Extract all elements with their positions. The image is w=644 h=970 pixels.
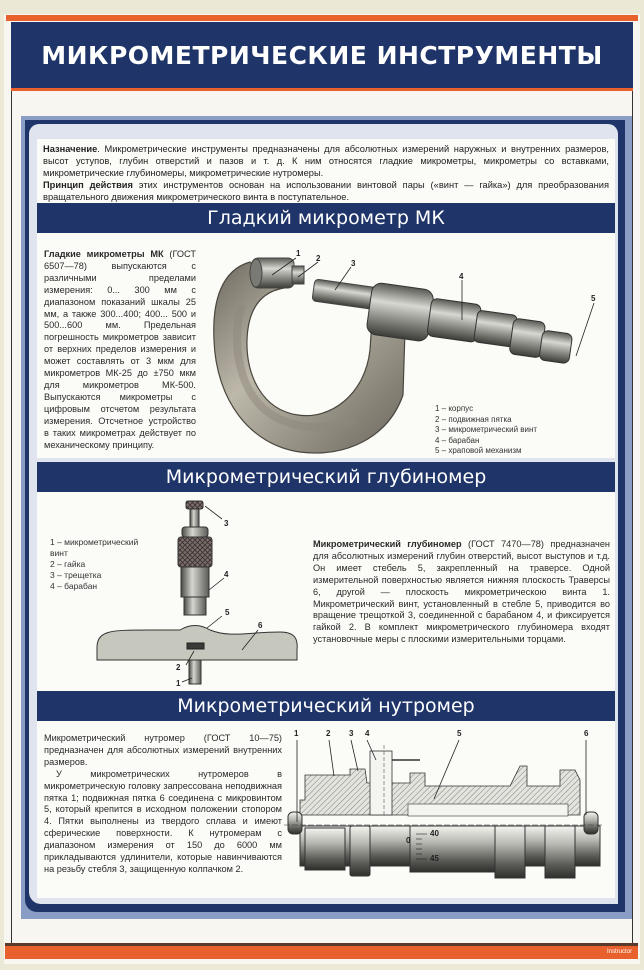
legend-item: 4 – барабан <box>435 435 480 445</box>
micrometer-term: Гладкие микрометры МК <box>44 249 164 259</box>
stopper <box>370 751 392 815</box>
legend-item: 2 – гайка <box>50 559 86 569</box>
section-title: Микрометрический глубиномер <box>165 466 487 488</box>
depth-gauge-term: Микрометрический глубиномер <box>313 539 462 549</box>
legend-item: 5 – храповой механизм <box>435 446 522 455</box>
depth-callout-5: 5 <box>225 608 230 617</box>
legend-item: 4 – барабан <box>50 581 98 591</box>
depth-callout-6: 6 <box>258 621 263 630</box>
inside-callout-5: 5 <box>457 729 462 738</box>
publisher-logo: Instructor <box>606 949 632 955</box>
micrometer-callout-5: 5 <box>591 294 596 303</box>
fixed-heel <box>288 812 302 834</box>
inside-callout-6: 6 <box>584 729 589 738</box>
section-title: Микрометрический нутромер <box>177 695 475 717</box>
thimble <box>410 826 500 872</box>
legend-item: 1 – микрометрический <box>50 537 139 547</box>
inside-callout-4: 4 <box>365 729 370 738</box>
inside-micrometer-text-p2: У микрометрических нутромеров в микрометрическую головку запрессована неподвижная пятка 1; подвижная пятка 6 соединена с микровинтом 5, который крепится в исходном положении стопором 4. Пятки выполнены из твердого сплава и имеют сферические поверхности. К нутромерам с диапазоном измерения от 150 до 6000 мм прикладываются удлинители, которые навинчиваются на резьбу стебля 3, защищенную колпачком 2. <box>44 768 282 874</box>
purpose-text: . Микрометрические инструменты предназначены для абсолютных измерений наружных и внутренних размеров, высот уступов, глубин отверстий и пазов и т. д. К ним относятся гладкие микрометры, микрометры со вставками, микрометрические глубиномеры, микрометрические нутромеры. <box>43 144 609 178</box>
depth-callout-2: 2 <box>176 663 181 672</box>
inside-micrometer-text-p1: Микрометрический нутромер (ГОСТ 10—75) предназначен для абсолютных измерений внутренних размеров. <box>44 733 282 767</box>
micrometer-callout-3: 3 <box>351 259 356 268</box>
scale-mark-45: 45 <box>430 854 439 863</box>
legend-item: 2 – подвижная пятка <box>435 414 512 424</box>
scale-mark-40: 40 <box>430 829 439 838</box>
micrometer-callout-1: 1 <box>296 249 301 258</box>
depth-callout-4: 4 <box>224 570 229 579</box>
principle-text: этих инструментов основан на использовании винтовой пары («винт — гайка») для преобразования вращательного движения микрометрического винта в поступательное. <box>43 180 609 202</box>
micrometer-callout-2: 2 <box>316 254 321 263</box>
cap <box>305 828 345 870</box>
legend-item: 3 – трещетка <box>50 570 102 580</box>
depth-callout-3: 3 <box>224 519 229 528</box>
inside-callout-1: 1 <box>294 729 299 738</box>
bottom-orange-stripe <box>5 946 638 959</box>
micrometer-callout-4: 4 <box>459 272 464 281</box>
poster-title: МИКРОМЕТРИЧЕСКИЕ ИНСТРУМЕНТЫ <box>41 40 603 70</box>
scale-mark-0: 0 <box>406 836 411 845</box>
depth-gauge-text: (ГОСТ 7470—78) предназначен для абсолютных измерений глубин отверстий, высот выступов и т.д. Он имеет стебель 5, закрепленный на траверсе. Одной измерительной поверхностью является нижняя плоскость Траверсы 6, другой — плоскость микрометрическою винта 1. Микрометрический винт, установленный в стебле 5, приводится во вращение трещоткой 3, соединенной с барабаном 4, и фиксируется гайкой 2. В комплект микрометрического глубиномера входят установочные меры с плоскими измерительными торцами. <box>313 539 610 645</box>
inside-callout-3: 3 <box>349 729 354 738</box>
section-title: Гладкий микрометр МК <box>207 207 445 229</box>
purpose-label: Назначение <box>43 144 98 154</box>
depth-callout-1: 1 <box>176 679 181 688</box>
inside-callout-2: 2 <box>326 729 331 738</box>
principle-label: Принцип действия <box>43 180 133 190</box>
legend-item: 3 – микрометрический винт <box>435 425 538 434</box>
moving-heel <box>584 812 598 834</box>
legend-item: 1 – корпус <box>435 404 474 413</box>
micrometer-text: (ГОСТ 6507—78) выпускаются с различными пределами измерения: 0... 300 мм с диапазоном показаний шкалы 25 мм, а также 300...400; 400... 500 и 500...600 мм. Предельная погрешность микрометров зависит от верхних пределов измерения и может составлять от 3 мкм для микрометров МК-25 до ±750 мкм для микрометров МК-500. Выпускаются микрометры с цифровым отсчетом результата измерения. Отсчетное устройство в таких микрометрах действует по механическому принципу. <box>44 249 196 450</box>
legend-item: винт <box>50 548 68 558</box>
